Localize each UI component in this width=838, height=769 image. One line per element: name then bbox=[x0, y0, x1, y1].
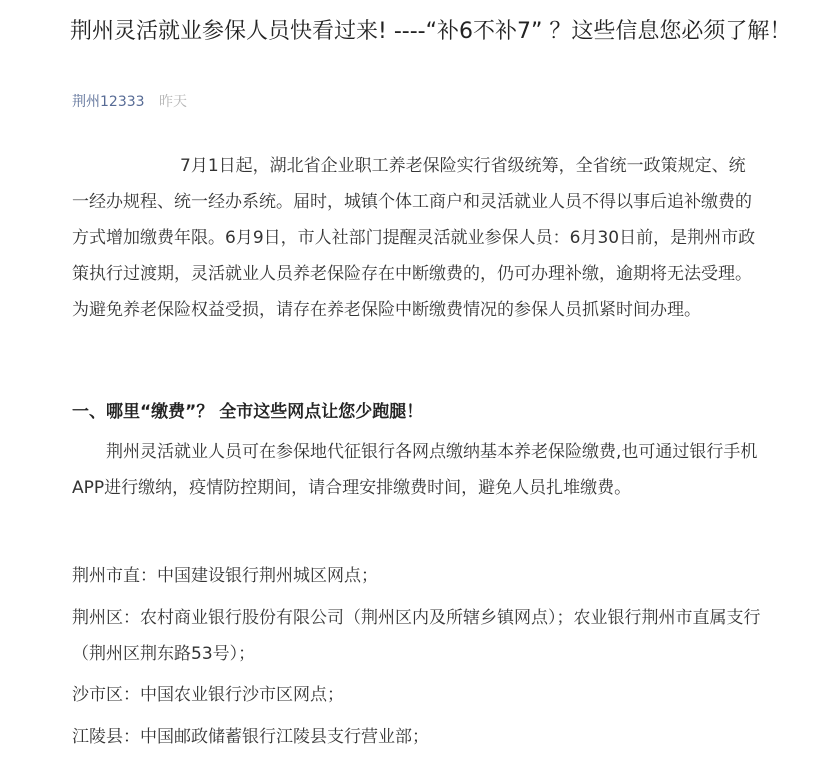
article-title: 荆州灵活就业参保人员快看过来! ----“补6不补7” ？这些信息您必须了解！ bbox=[70, 19, 792, 44]
article-meta bbox=[72, 92, 187, 112]
location-item-jingzhou: 荆州区：农村商业银行股份有限公司（荆州区内及所辖乡镇网点）；农业银行荆州市直属支行（荆州区荆东路53号）； bbox=[72, 608, 761, 664]
publish-time: 昨天 bbox=[159, 94, 187, 110]
location-item-shizhi: 荆州市直：中国建设银行荆州城区网点； bbox=[72, 566, 378, 586]
location-item-jiangling: 江陵县：中国邮政储蓄银行江陵县支行营业部； bbox=[72, 727, 429, 747]
location-item-shashi: 沙市区：中国农业银行沙市区网点； bbox=[72, 685, 344, 705]
section-1-paragraph: 荆州灵活就业人员可在参保地代征银行各网点缴纳基本养老保险缴费,也可通过银行手机APP进行缴纳，疫情防控期间，请合理安排缴费时间，避免人员扎堆缴费。 bbox=[72, 442, 758, 498]
section-heading-1: 一、哪里“缴费”？ 全市这些网点让您少跑腿！ bbox=[72, 402, 424, 422]
intro-paragraph: 7月1日起，湖北省企业职工养老保险实行省级统筹，全省统一政策规定、统一经办规程、统一经办系统。届时，城镇个体工商户和灵活就业人员不得以事后追补缴费的方式增加缴费年限。6月9日，市人社部门提醒灵活就业参保人员：6月30日前，是荆州市政策执行过渡期，灵活就业人员养老保险存在中断缴费的，仍可办理补缴，逾期将无法受理。为避免养老保险权益受损，请存在养老保险中断缴费情况的参保人员抓紧时间办理。 bbox=[72, 156, 756, 320]
account-name-link[interactable]: 荆州12333 bbox=[72, 94, 145, 110]
